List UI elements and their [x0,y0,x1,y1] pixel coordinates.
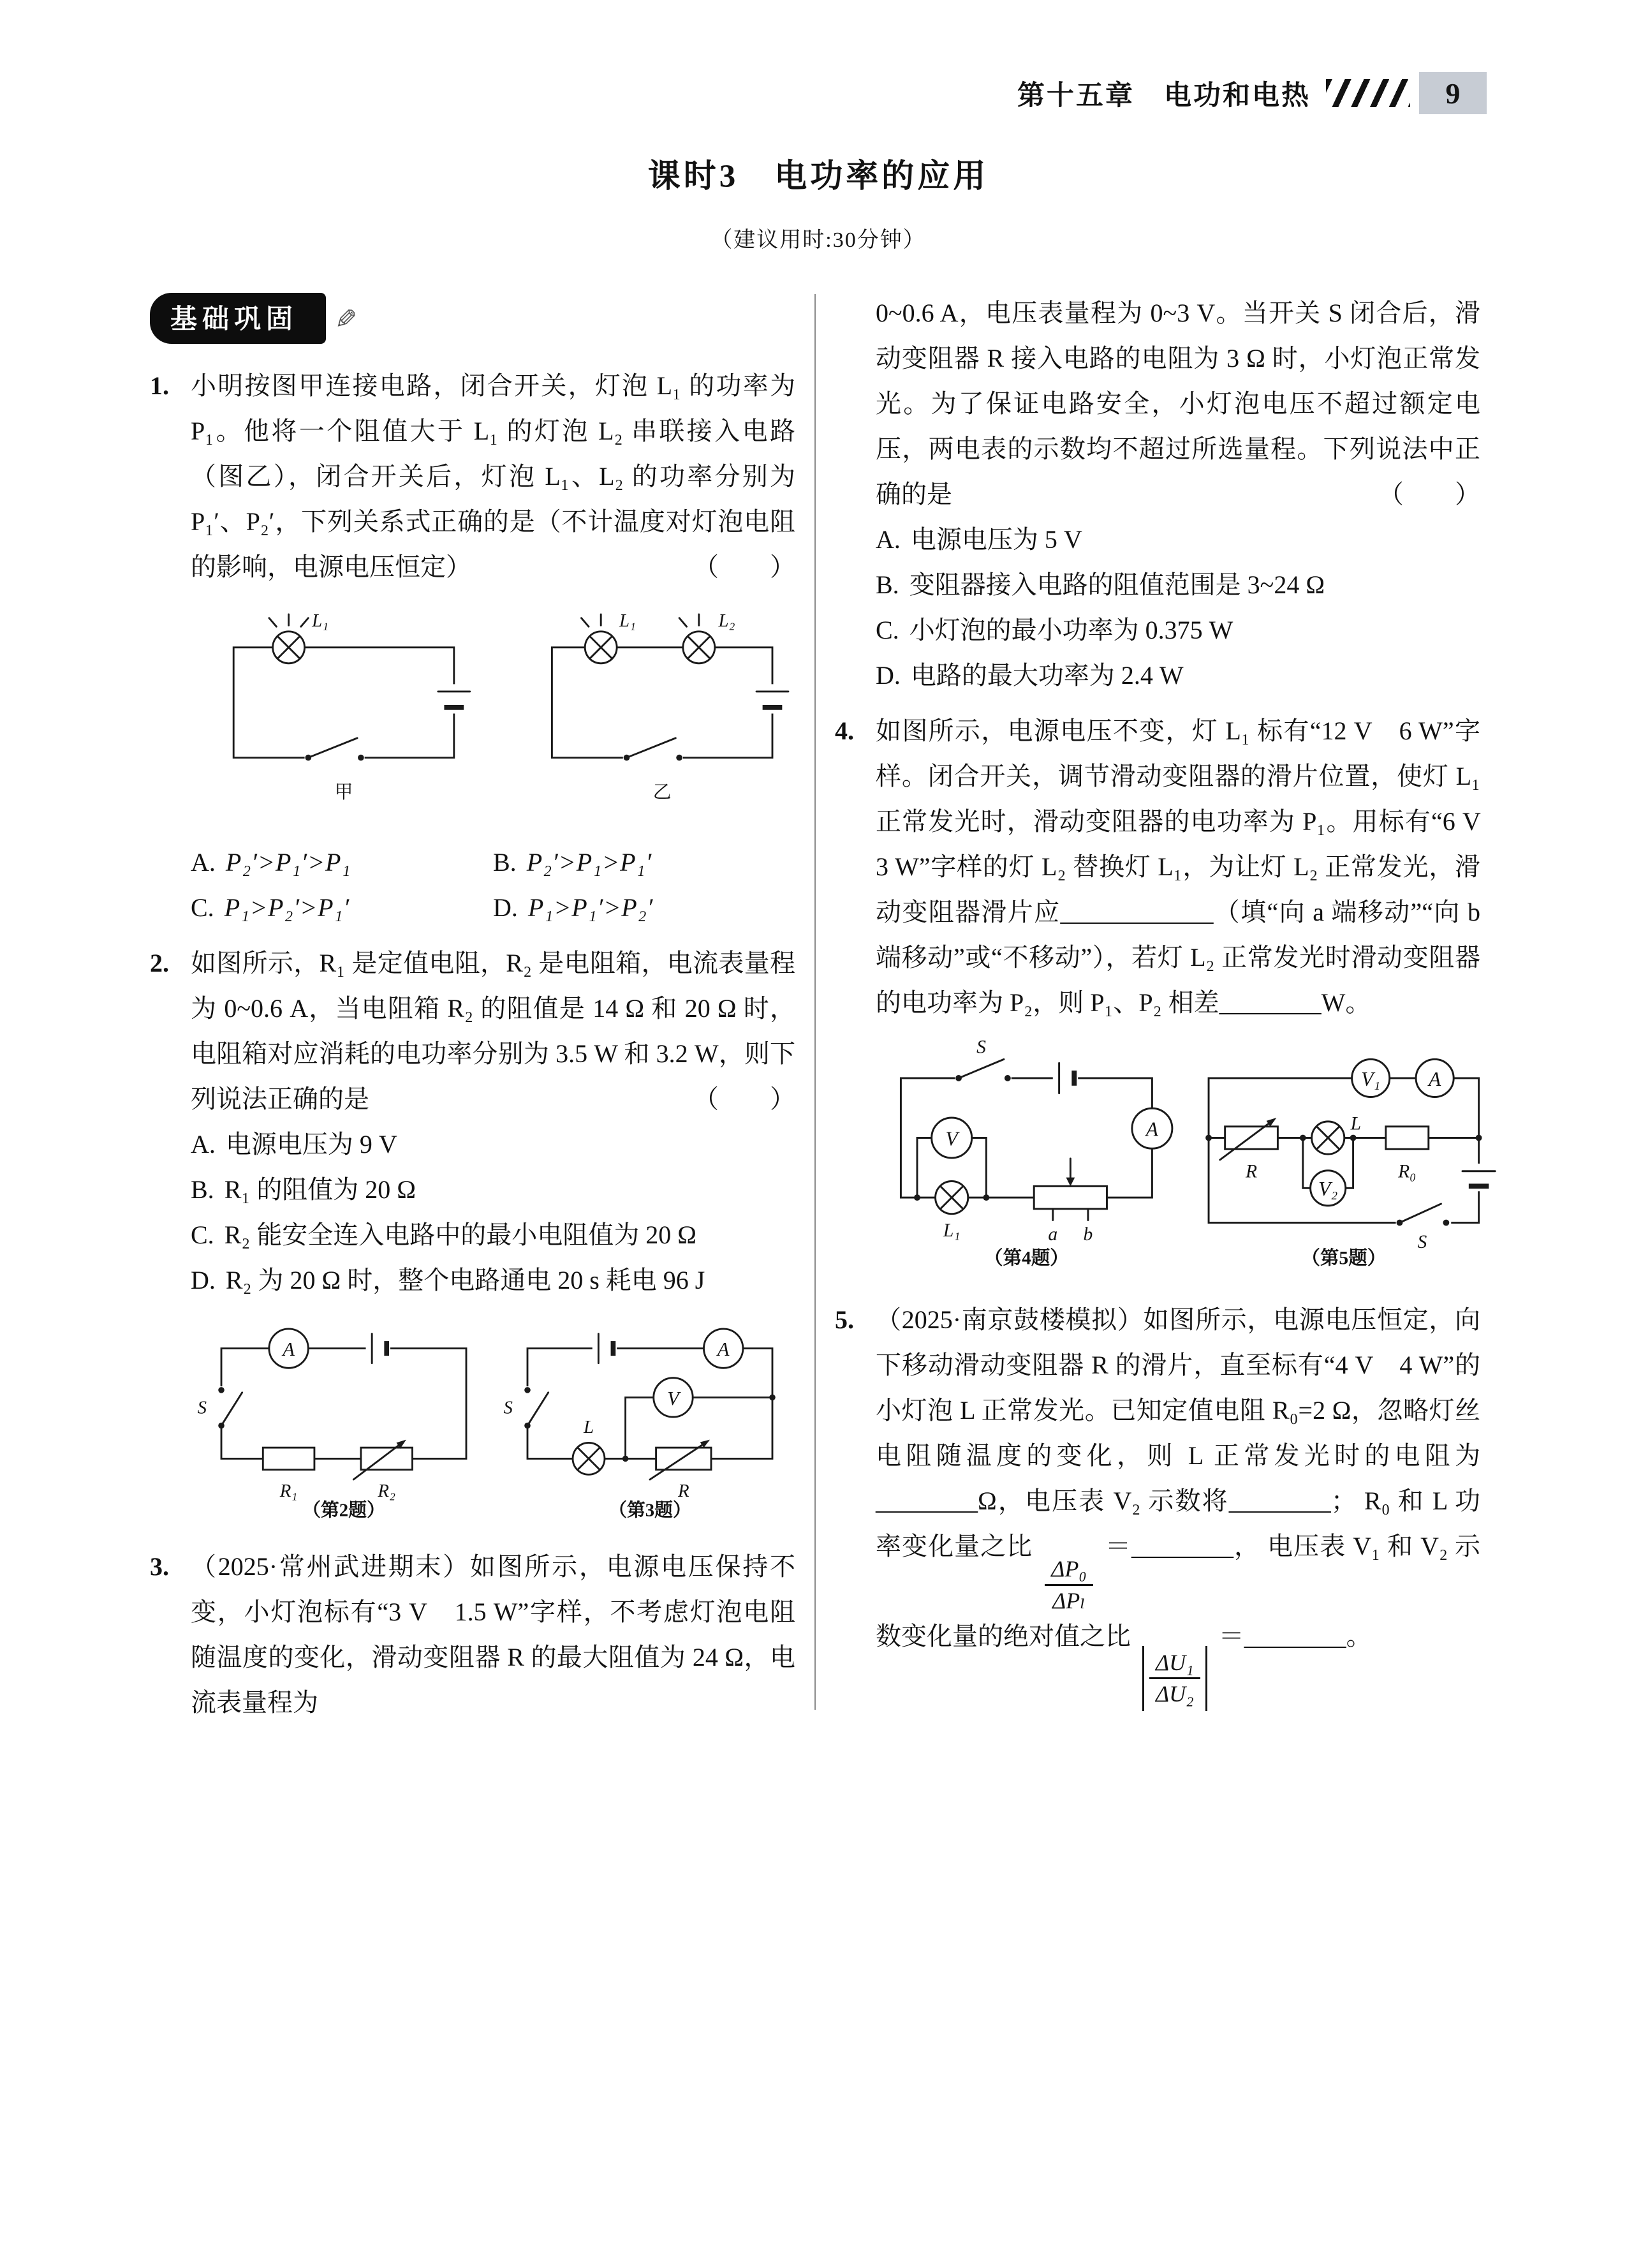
lesson-title: 课时3 电功率的应用 [647,159,989,195]
option-text: 电源电压为 5 V [910,525,1082,554]
resistor-r2-label: R₂ [378,1480,396,1501]
lesson-subtitle: （建议用时:30分钟） [710,228,926,252]
question-number: 2. [150,948,169,977]
fraction-numerator: ΔP₀ [1045,1556,1093,1585]
fraction-numerator: ΔU₁ [1149,1650,1200,1679]
switch-label: S [976,1037,986,1058]
question-text: 电压表 V₁ 和 V₂ 示数变化量的绝对值之比 [876,1532,1481,1650]
option-label: B. [876,570,899,599]
question-text: 0~0.6 A，电压表量程为 0~3 V。当开关 S 闭合后，滑动变阻器 R 接入电路的电阻为 3 Ω 时，小灯泡正常发光。为了保证电路安全，小灯泡电压不超过额定电压，两电表的示数均不超过所选量程。下列说法中正确的是 [876,299,1480,508]
left-column [150,290,795,1735]
ammeter-label: A [1429,1067,1441,1090]
question-3 [150,1544,795,1725]
bulb-label: L₁ [619,611,637,632]
page-header [150,70,1487,116]
equation-blank: ＝________， [1105,1532,1261,1561]
question-3-continued [835,290,1480,698]
switch-label: S [197,1397,207,1418]
question-text: R₀ 和 L 功率变化量之比 [876,1486,1481,1561]
fraction-denominator: ΔU₂ [1156,1681,1194,1707]
option-c [876,607,1480,653]
terminal-a-label: a [1048,1224,1058,1245]
option-d [191,1257,795,1303]
option-label: D. [493,893,518,922]
option-a [191,1122,795,1167]
equation-blank: ＝________。 [1218,1621,1372,1650]
option-text: P₂′>P₁′>P₁ [225,847,351,877]
resistor-r0-label: R₀ [1398,1161,1417,1182]
option-text: R₂ 为 20 Ω 时，整个电路通电 20 s 耗电 96 J [225,1265,705,1294]
section-badge: 基础巩固 [150,293,326,344]
question-text: （2025·南京鼓楼模拟）如图所示，电源电压恒定，向下移动滑动变阻器 R 的滑片，直至标有“4 V 4 W”的小灯泡 L 正常发光。已知定值电阻 R₀=2 Ω，忽略灯丝电阻随温度的变化，则 L 正常发光时的电阻为________Ω，电压表 V₂ 示数将________； [876,1305,1480,1516]
option-label: B. [191,1175,214,1204]
circuit-diagram-q4-q5 [876,1034,1504,1273]
section-header [150,293,795,344]
bulb-label: L [1350,1113,1362,1134]
option-d [876,653,1480,698]
ammeter-label: A [717,1338,730,1360]
answer-bracket: （ ） [693,552,795,581]
option-label: A. [191,847,216,877]
question-5 [835,1297,1480,1710]
figure-caption: （第3题） [608,1500,691,1520]
option-text: 小灯泡的最小功率为 0.375 W [909,616,1233,644]
voltmeter-v1-label: V₁ [1361,1067,1381,1090]
question-text: 小明按图甲连接电路，闭合开关，灯泡 L₁ 的功率为 P₁。他将一个阻值大于 L₁ 的灯泡 L₂ 串联接入电路（图乙），闭合开关后，灯泡 L₁、L₂ 的功率分别为 P₁′、P₂′，下列关系式正确的是（不计温度对灯泡电阻的影响，电源电压恒定） [191,371,795,581]
voltmeter-v2-label: V₂ [1318,1178,1338,1201]
voltmeter-label: V [667,1387,679,1409]
figure-caption: （第4题） [983,1248,1069,1269]
switch-label: S [1417,1231,1427,1252]
option-text: P₁>P₁′>P₂′ [527,893,654,922]
option-text: 电源电压为 9 V [225,1129,397,1159]
option-text: 变阻器接入电路的阻值范围是 3~24 Ω [909,570,1325,599]
question-4 [835,708,1506,1287]
option-text: R₂ 能安全连入电路中的最小电阻值为 20 Ω [224,1220,697,1249]
question-1 [150,363,795,930]
question-text: 如图所示，电源电压不变，灯 L₁ 标有“12 V 6 W”字样。闭合开关，调节滑动变阻器的滑片位置，使灯 L₁ 正常发光时，滑动变阻器的电功率为 P₁。用标有“6 V 3 W”字样的灯 L₂ 替换灯 L₁，为让灯 L₂ 正常发光，滑动变阻器滑片应____________（填“向 a 端移动”“向 b 端移动”或“不移动”），若灯 L₂ 正常发光时滑动变阻器的电功率为 P₂，则 P₁、P₂ 相差________W。 [876,716,1506,1017]
bulb-label: L₂ [718,611,735,632]
option-label: A. [191,1129,216,1159]
fraction-delta-p [1045,1556,1093,1613]
circuit-diagram-q2-q3 [191,1312,803,1520]
option-label: D. [876,661,901,690]
figure-label-yi: 乙 [652,782,672,803]
chapter-title: 第十五章 电功和电热 [1017,80,1311,111]
fraction-delta-u-abs [1142,1646,1207,1711]
column-divider [814,294,816,1710]
figure-label-jia: 甲 [334,782,353,803]
figure-q1 [191,598,795,833]
option-a [191,840,493,885]
option-c [191,1212,795,1257]
bulb-label: L₁ [312,611,329,632]
fraction-denominator: ΔPₗ [1052,1587,1086,1613]
question-text: 如图所示，R₁ 是定值电阻，R₂ 是电阻箱，电流表量程为 0~0.6 A，当电阻箱 R₂ 的阻值是 14 Ω 和 20 Ω 时，电阻箱对应消耗的电功率分别为 3.5 W 和 3.2 W，则下列说法正确的是 [191,948,795,1113]
voltmeter-label: V [945,1127,958,1150]
bulb-label: L₁ [943,1220,961,1241]
right-column [835,290,1506,1735]
rheostat-label: R [1246,1161,1258,1182]
question-number: 3. [150,1552,169,1581]
stripes-decoration [1326,79,1410,107]
question-number: 5. [835,1305,854,1335]
figure-caption: （第5题） [1301,1248,1387,1269]
ammeter-label: A [283,1338,295,1360]
terminal-b-label: b [1083,1224,1093,1245]
option-label: D. [191,1265,216,1294]
option-label: C. [191,1220,214,1249]
option-text: 电路的最大功率为 2.4 W [910,661,1184,690]
option-text: P₂′>P₁>P₁′ [526,847,652,877]
fraction-delta-u [1149,1650,1200,1707]
option-b [191,1167,795,1212]
option-text: P₁>P₂′>P₁′ [224,893,350,922]
answer-bracket: （ ） [693,1084,795,1113]
bulb-label: L [583,1416,594,1437]
rheostat-label: R [677,1480,689,1501]
options-q1 [191,840,795,930]
question-number: 4. [835,716,854,745]
circuit-diagram-q1 [191,598,803,819]
option-c [191,885,493,930]
question-number: 1. [150,371,169,400]
two-column-layout [150,290,1506,1735]
option-a [876,517,1480,562]
figure-caption: （第2题） [302,1500,385,1520]
option-label: C. [191,893,214,922]
option-b [876,562,1480,607]
ammeter-label: A [1145,1118,1159,1141]
question-2 [150,940,795,1534]
option-label: C. [876,616,899,644]
option-b [493,840,795,885]
figure-q4-q5 [876,1034,1480,1287]
figure-q2-q3 [191,1312,795,1534]
question-text: （2025·常州武进期末）如图所示，电源电压保持不变，小灯泡标有“3 V 1.5 W”字样，不考虑灯泡电阻随温度的变化，滑动变阻器 R 的最大阻值为 24 Ω，电流表量程为 [191,1552,795,1717]
switch-label: S [503,1397,513,1418]
pencil-icon: ✎ [329,307,359,330]
option-text: R₁ 的阻值为 20 Ω [224,1175,416,1204]
page-number: 9 [1419,72,1487,114]
options-q2 [191,1122,795,1303]
answer-bracket: （ ） [1378,480,1480,508]
options-q3 [876,517,1480,698]
option-label: B. [493,847,517,877]
option-d [493,885,795,930]
resistor-r1-label: R₁ [279,1480,298,1501]
option-label: A. [876,525,901,554]
